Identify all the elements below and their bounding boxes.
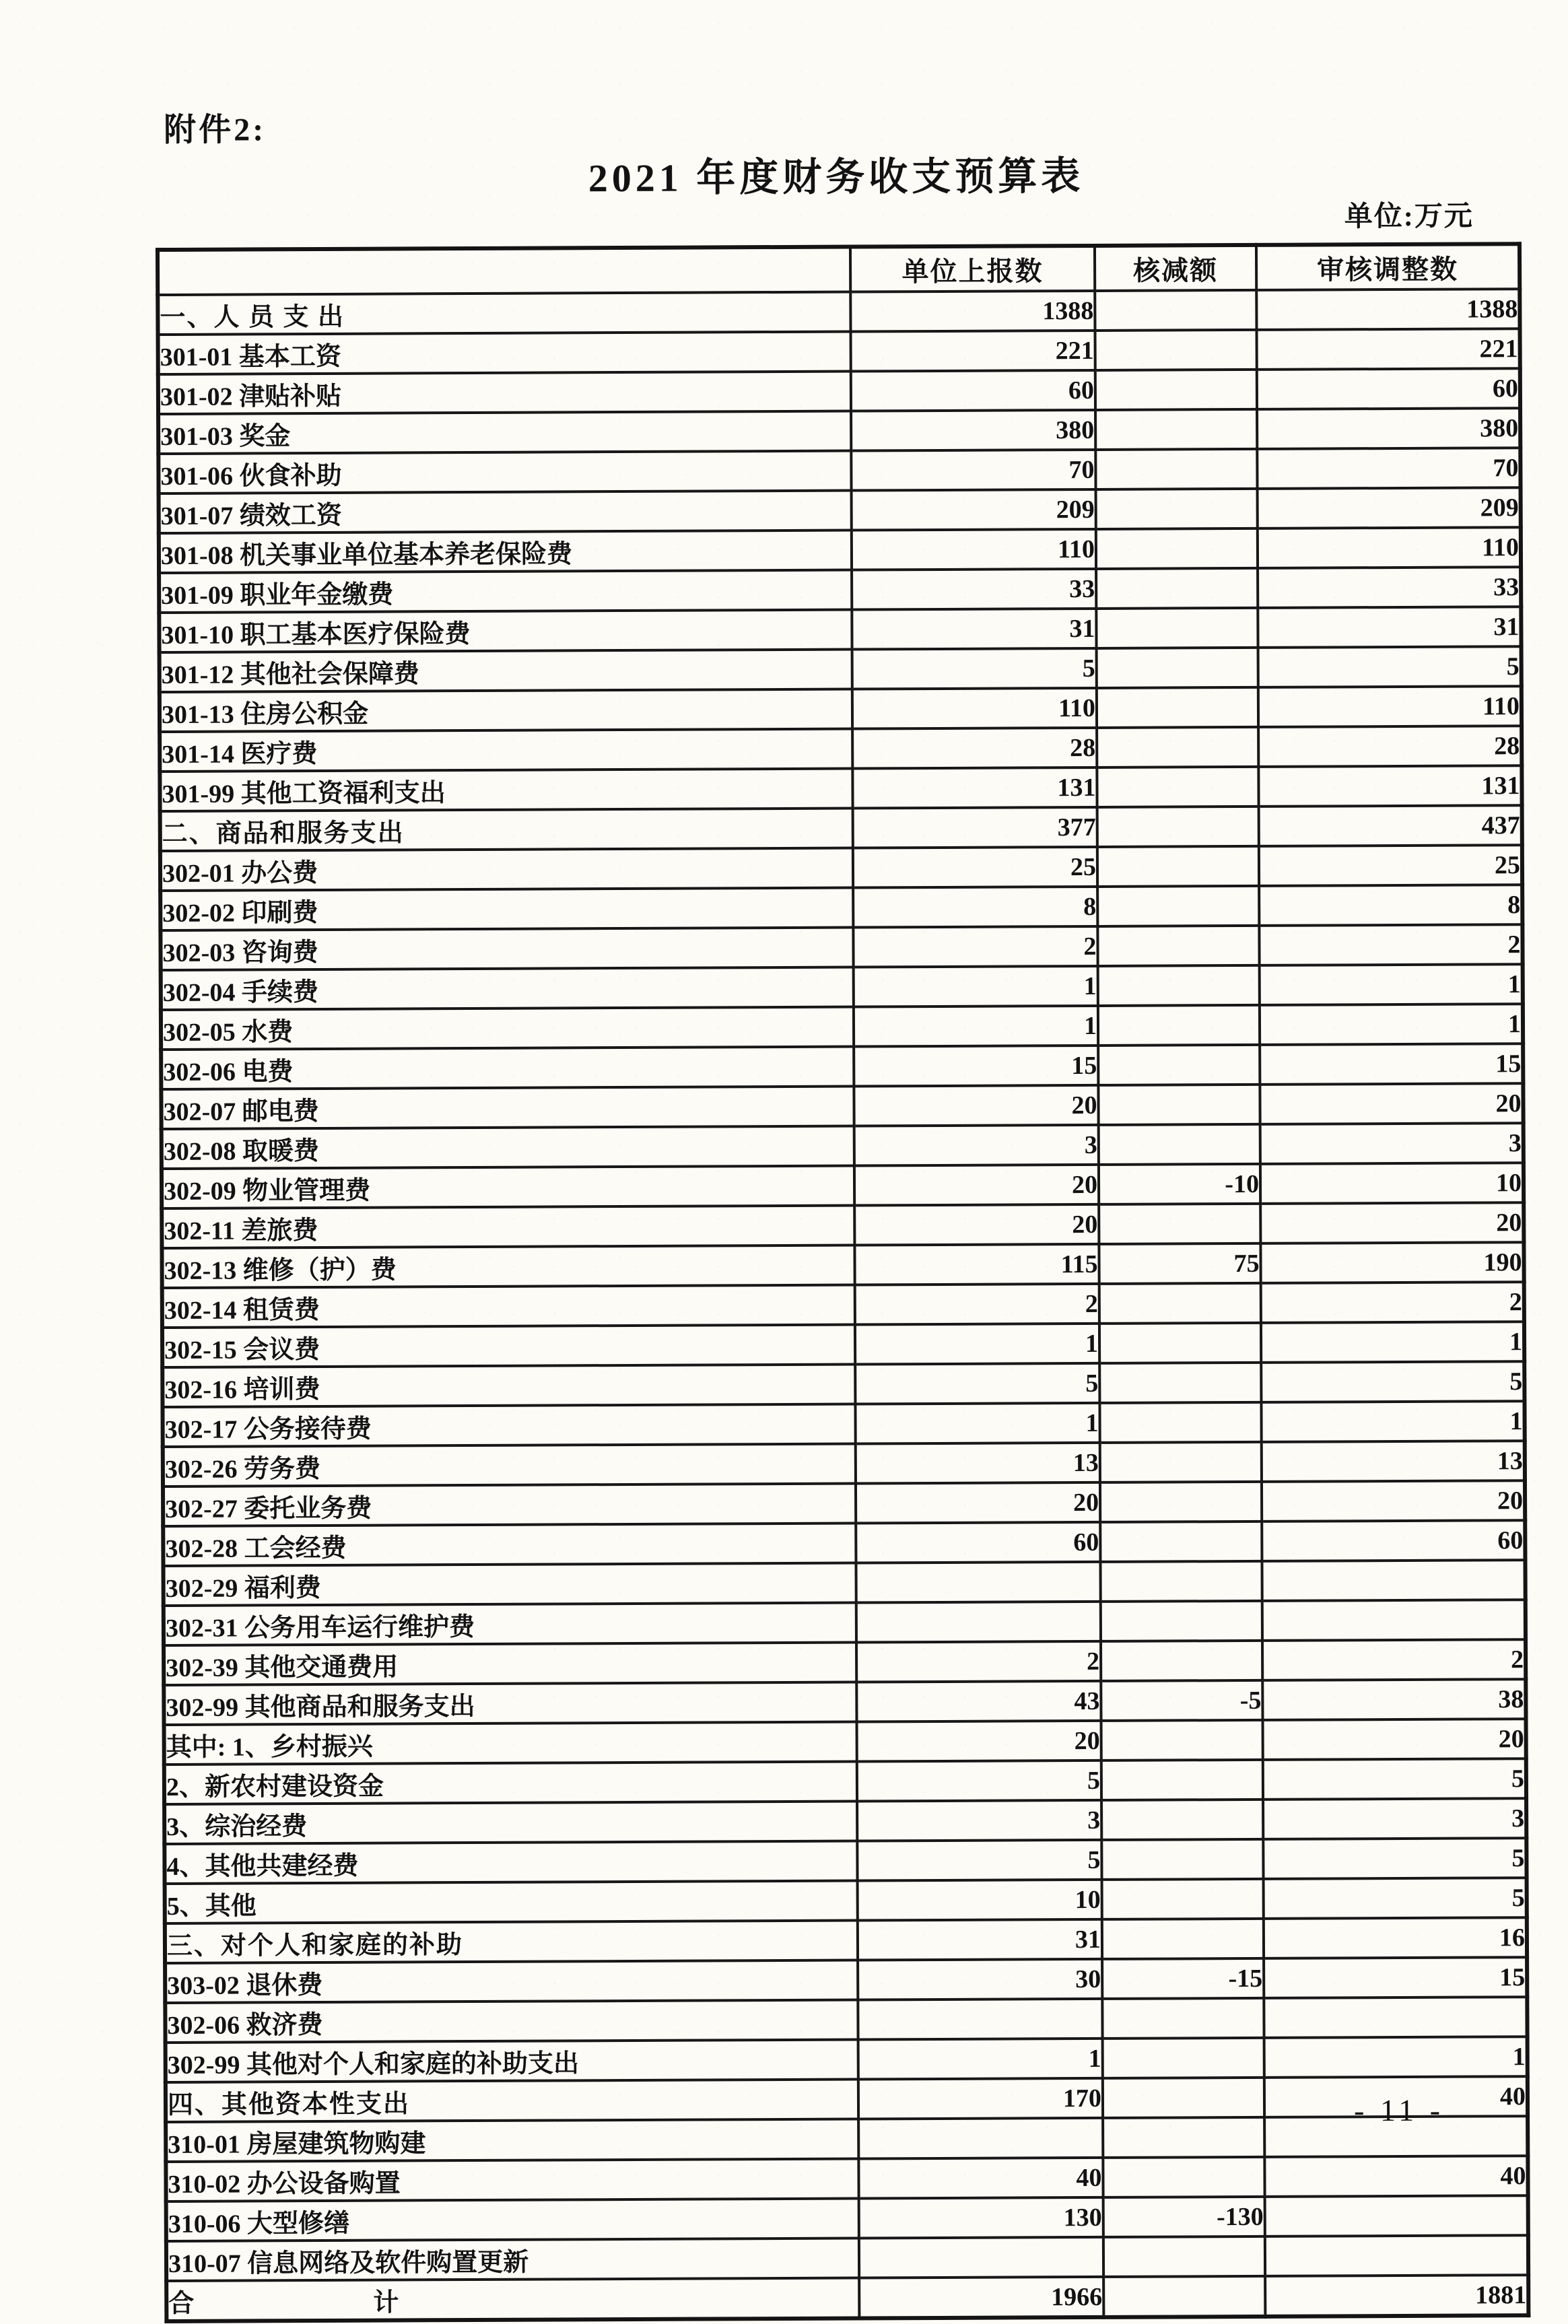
table-row [158, 408, 1520, 454]
cell-reported: 8 [853, 887, 1097, 928]
cell-reported: 15 [854, 1046, 1098, 1087]
cell-adjusted: 5 [1264, 1878, 1527, 1919]
cell-reported: 31 [858, 1919, 1102, 1960]
table-row [158, 448, 1520, 493]
cell-adjusted: 1 [1260, 964, 1523, 1005]
cell-adjusted: 437 [1259, 805, 1522, 846]
cell-reduction [1100, 1482, 1262, 1522]
row-label: 310-07 信息网络及软件购置更新 [166, 2238, 859, 2281]
cell-adjusted: 5 [1258, 646, 1522, 687]
cell-reported: 221 [851, 331, 1095, 372]
cell-reduction [1098, 1085, 1260, 1125]
table-row [166, 2156, 1528, 2201]
table-row [160, 924, 1522, 970]
cell-reported: 1 [858, 2039, 1103, 2080]
cell-adjusted: 5 [1261, 1361, 1524, 1402]
row-label: 302-06 救济费 [165, 2000, 858, 2043]
cell-adjusted: 15 [1260, 1044, 1523, 1085]
cell-reduction [1096, 489, 1258, 529]
cell-adjusted: 1388 [1256, 289, 1520, 330]
row-label: 3、综治经费 [164, 1802, 857, 1844]
cell-reported [856, 1602, 1101, 1643]
row-label: 301-06 伙食补助 [158, 451, 851, 493]
table-row [160, 805, 1522, 851]
cell-adjusted [1262, 1560, 1525, 1601]
table-row [164, 1758, 1526, 1804]
cell-adjusted [1265, 2195, 1528, 2236]
col-header-reported: 单位上报数 [850, 246, 1095, 292]
cell-reduction [1097, 926, 1259, 966]
cell-adjusted: 20 [1260, 1202, 1524, 1243]
table-row [165, 1997, 1527, 2043]
cell-adjusted: 16 [1264, 1917, 1527, 1958]
cell-reported: 377 [853, 807, 1097, 848]
table-row [163, 1480, 1525, 1526]
table-row [158, 289, 1520, 335]
cell-adjusted: 1 [1264, 2037, 1528, 2078]
row-label: 5、其他 [165, 1881, 858, 1923]
table-row [160, 845, 1522, 891]
row-label: 其中: 1、乡村振兴 [164, 1722, 857, 1765]
cell-reported [859, 2237, 1103, 2278]
row-label: 302-03 咨询费 [160, 928, 853, 970]
row-label: 四、其他资本性支出 [166, 2080, 858, 2122]
cell-adjusted: 380 [1257, 408, 1520, 449]
table-row [164, 1679, 1526, 1725]
cell-reduction [1097, 886, 1259, 926]
cell-reported: 2 [853, 926, 1097, 967]
table-row [160, 885, 1522, 930]
col-header-item [158, 247, 850, 295]
page-title: 2021 年度财务收支预算表 [588, 154, 1085, 201]
row-label: 301-10 职工基本医疗保险费 [159, 610, 852, 652]
cell-adjusted: 1 [1261, 1401, 1524, 1442]
cell-adjusted: 15 [1264, 1957, 1527, 1998]
cell-reported: 40 [858, 2158, 1103, 2199]
page-number: - 11 - [1353, 2092, 1445, 2128]
row-label: 301-12 其他社会保障费 [160, 650, 852, 692]
table-row [159, 567, 1521, 613]
table-row [162, 1163, 1524, 1208]
col-header-adjusted: 审核调整数 [1256, 244, 1520, 290]
cell-adjusted: 13 [1262, 1441, 1525, 1482]
budget-table [156, 242, 1530, 2323]
cell-reduction [1099, 1124, 1260, 1165]
cell-reduction [1102, 1998, 1264, 2039]
cell-reported: 3 [854, 1125, 1099, 1166]
row-label: 一、人 员 支 出 [158, 292, 850, 335]
cell-reduction [1103, 2078, 1264, 2118]
table-row [160, 686, 1522, 732]
cell-reported: 13 [856, 1443, 1100, 1484]
cell-reported: 20 [854, 1165, 1099, 1206]
cell-reported: 130 [859, 2197, 1103, 2238]
table-row [162, 1361, 1524, 1407]
table-row [166, 2235, 1528, 2281]
cell-reduction: -10 [1099, 1164, 1260, 1204]
table-row [161, 1044, 1523, 1089]
cell-adjusted: 3 [1260, 1123, 1524, 1164]
row-label: 302-11 差旅费 [162, 1206, 854, 1248]
row-label: 302-31 公务用车运行维护费 [164, 1603, 856, 1645]
cell-reduction [1101, 1641, 1262, 1681]
cell-reduction [1101, 1601, 1262, 1641]
cell-reduction: 75 [1099, 1243, 1260, 1284]
row-label: 302-08 取暖费 [162, 1126, 854, 1169]
row-label: 301-14 医疗费 [160, 729, 852, 772]
cell-adjusted: 3 [1263, 1798, 1526, 1839]
cell-adjusted: 209 [1258, 487, 1521, 528]
row-label: 302-29 福利费 [163, 1563, 856, 1606]
cell-reduction [1103, 2038, 1264, 2078]
table-row [162, 1401, 1524, 1447]
cell-reported: 380 [851, 410, 1095, 451]
cell-reduction [1095, 290, 1256, 331]
table-row [163, 1560, 1525, 1606]
cell-reported [858, 1999, 1102, 2040]
cell-adjusted: 20 [1262, 1480, 1525, 1522]
cell-reduction [1098, 965, 1260, 1006]
cell-reported: 170 [858, 2078, 1103, 2119]
cell-reduction [1099, 1402, 1261, 1443]
row-label: 4、其他共建经费 [164, 1841, 857, 1884]
cell-reduction [1097, 648, 1258, 688]
cell-adjusted: 131 [1258, 765, 1522, 807]
cell-adjusted: 10 [1260, 1163, 1524, 1204]
cell-reported: 20 [854, 1085, 1098, 1126]
table-row [166, 2195, 1528, 2241]
cell-reported: 31 [852, 609, 1096, 650]
cell-reported: 25 [853, 847, 1097, 888]
cell-adjusted: 110 [1258, 527, 1521, 568]
cell-reported: 60 [851, 370, 1095, 411]
row-label: 301-08 机关事业单位基本养老保险费 [159, 531, 852, 573]
cell-reported: 5 [852, 648, 1097, 689]
row-label: 302-05 水费 [161, 1007, 854, 1050]
cell-reduction [1099, 1363, 1261, 1403]
table-row [158, 368, 1520, 414]
cell-adjusted: 1 [1260, 1004, 1523, 1045]
row-label: 303-02 退休费 [165, 1960, 858, 2003]
row-label: 302-16 培训费 [162, 1365, 855, 1407]
unit-label: 单位:万元 [1344, 201, 1474, 233]
row-label: 301-09 职业年金缴费 [159, 570, 852, 613]
table-row [158, 329, 1520, 374]
cell-adjusted: 40 [1264, 2076, 1528, 2117]
cell-adjusted: 2 [1262, 1639, 1526, 1680]
cell-reduction [1097, 807, 1259, 847]
cell-reduction [1101, 1760, 1263, 1800]
row-label: 302-99 其他商品和服务支出 [164, 1682, 856, 1725]
row-label: 302-17 公务接待费 [162, 1404, 855, 1447]
row-label: 302-01 办公费 [160, 848, 853, 891]
cell-adjusted: 60 [1262, 1520, 1525, 1561]
cell-reported: 1 [854, 1006, 1098, 1047]
cell-reduction [1100, 1561, 1262, 1602]
table-row [160, 726, 1522, 772]
cell-reduction [1096, 568, 1258, 609]
cell-reduction [1096, 608, 1258, 648]
cell-adjusted: 2 [1261, 1282, 1524, 1323]
row-label: 302-04 手续费 [161, 967, 854, 1010]
cell-reduction [1095, 449, 1257, 489]
cell-reported: 33 [852, 569, 1096, 610]
cell-reduction [1100, 1522, 1262, 1562]
table-row [162, 1322, 1524, 1367]
row-label: 二、商品和服务支出 [160, 809, 853, 851]
cell-reduction [1099, 1283, 1261, 1324]
row-label: 301-03 奖金 [158, 411, 851, 454]
cell-reduction [1100, 1442, 1262, 1482]
cell-reduction [1102, 1919, 1264, 1959]
cell-reduction [1101, 1720, 1263, 1761]
attachment-label: 附件2: [164, 112, 267, 148]
cell-adjusted: 25 [1259, 845, 1522, 886]
cell-reported: 3 [857, 1800, 1101, 1841]
cell-reported: 2 [855, 1284, 1099, 1325]
table-row [164, 1600, 1526, 1645]
cell-reduction: -5 [1101, 1680, 1262, 1721]
cell-reported: 5 [857, 1840, 1101, 1881]
table-row [159, 487, 1521, 533]
table-row [159, 527, 1521, 573]
cell-reported: 20 [856, 1482, 1100, 1524]
cell-adjusted: 33 [1258, 567, 1521, 608]
cell-reported: 1966 [859, 2277, 1103, 2319]
cell-reported [856, 1562, 1100, 1603]
cell-adjusted: 1881 [1265, 2275, 1528, 2317]
cell-adjusted: 5 [1263, 1758, 1526, 1800]
cell-reported: 30 [858, 1959, 1102, 2000]
cell-reported: 20 [854, 1204, 1099, 1245]
row-label: 310-02 办公设备购置 [166, 2159, 858, 2201]
row-label: 301-13 住房公积金 [160, 689, 852, 732]
table-header-row [158, 244, 1520, 295]
table-row [162, 1242, 1524, 1288]
cell-adjusted [1265, 2235, 1528, 2276]
row-label: 302-28 工会经费 [163, 1524, 856, 1566]
cell-reported: 60 [856, 1522, 1100, 1563]
row-label: 302-15 会议费 [162, 1325, 855, 1367]
cell-reduction [1101, 1839, 1263, 1880]
cell-reduction [1097, 727, 1258, 767]
cell-reported: 70 [851, 450, 1095, 491]
cell-adjusted: 5 [1263, 1838, 1526, 1879]
cell-reported: 1388 [850, 291, 1095, 332]
cell-adjusted: 38 [1262, 1679, 1526, 1720]
row-label: 合 计 [166, 2278, 859, 2321]
row-label: 301-02 津贴补贴 [158, 372, 851, 414]
cell-reported: 43 [856, 1681, 1101, 1722]
table-row [164, 1719, 1526, 1765]
table-row [164, 1838, 1526, 1884]
cell-adjusted: 2 [1259, 924, 1522, 965]
cell-adjusted: 190 [1260, 1242, 1524, 1283]
cell-adjusted: 110 [1258, 686, 1522, 727]
row-label: 310-01 房屋建筑物购建 [166, 2119, 858, 2162]
cell-reduction [1099, 1204, 1260, 1244]
cell-adjusted: 70 [1257, 448, 1520, 489]
cell-reduction: -130 [1103, 2197, 1265, 2237]
cell-reported: 28 [852, 728, 1097, 769]
cell-reported: 5 [855, 1363, 1099, 1404]
table-row [165, 1917, 1527, 1963]
cell-reduction [1098, 1045, 1260, 1085]
cell-reduction [1102, 1879, 1264, 1919]
col-header-reduction: 核减额 [1095, 245, 1256, 291]
cell-reported: 10 [858, 1880, 1102, 1921]
cell-reduction [1095, 370, 1257, 410]
cell-reduction [1099, 1323, 1261, 1363]
row-label: 302-06 电费 [161, 1047, 854, 1089]
row-label: 301-01 基本工资 [158, 332, 851, 374]
cell-adjusted: 31 [1258, 607, 1521, 648]
table-row [162, 1123, 1524, 1169]
cell-reduction [1103, 2276, 1265, 2317]
cell-reported: 5 [857, 1761, 1101, 1802]
row-label: 302-07 邮电费 [161, 1087, 854, 1129]
cell-adjusted: 20 [1260, 1083, 1523, 1124]
table-row [162, 1202, 1524, 1248]
table-row [159, 607, 1521, 652]
cell-reduction [1103, 2236, 1265, 2277]
cell-adjusted: 40 [1264, 2156, 1528, 2197]
table-row [165, 1878, 1527, 1923]
cell-reported: 131 [852, 767, 1097, 809]
cell-reported: 110 [852, 529, 1096, 570]
cell-reported: 20 [857, 1721, 1101, 1762]
cell-reduction [1095, 409, 1257, 450]
row-label: 302-14 租赁费 [162, 1285, 855, 1328]
cell-reported: 209 [852, 489, 1096, 531]
row-label: 301-07 绩效工资 [159, 491, 852, 533]
cell-adjusted: 8 [1259, 885, 1522, 926]
row-label: 302-99 其他对个人和家庭的补助支出 [166, 2040, 858, 2082]
table-row [160, 646, 1522, 692]
cell-adjusted [1262, 1600, 1526, 1641]
cell-reported: 1 [855, 1403, 1099, 1444]
table-row [166, 2275, 1528, 2321]
table-row [162, 1282, 1524, 1328]
row-label: 302-02 印刷费 [160, 888, 853, 930]
cell-reduction [1095, 330, 1257, 370]
cell-adjusted: 28 [1258, 726, 1522, 767]
table-row [164, 1639, 1526, 1685]
cell-reduction [1097, 767, 1258, 807]
cell-reduction [1096, 528, 1258, 569]
row-label: 302-09 物业管理费 [162, 1166, 854, 1208]
table-row [163, 1441, 1525, 1486]
cell-reported: 110 [852, 688, 1097, 729]
cell-adjusted [1264, 1997, 1527, 2038]
table-row [161, 1004, 1523, 1050]
cell-reported: 2 [856, 1641, 1101, 1682]
table-row [160, 765, 1522, 811]
cell-reduction [1101, 1800, 1263, 1840]
table-row [165, 1957, 1527, 2003]
budget-table-body [158, 289, 1528, 2321]
cell-reduction [1103, 2157, 1264, 2197]
table-row [161, 1083, 1523, 1129]
row-label: 三、对个人和家庭的补助 [165, 1921, 858, 1963]
row-label: 301-99 其他工资福利支出 [160, 769, 852, 811]
cell-reported: 115 [854, 1244, 1099, 1285]
table-row [161, 964, 1523, 1010]
cell-adjusted: 221 [1257, 329, 1520, 370]
cell-reduction [1097, 687, 1258, 728]
row-label: 310-06 大型修缮 [166, 2199, 859, 2241]
cell-reduction [1097, 846, 1259, 887]
row-label: 302-26 劳务费 [163, 1444, 856, 1486]
cell-adjusted: 60 [1257, 368, 1520, 409]
cell-reported: 1 [855, 1324, 1099, 1365]
cell-reduction: -15 [1102, 1958, 1264, 1999]
table-row [164, 1798, 1526, 1844]
cell-adjusted: 20 [1263, 1719, 1526, 1760]
table-row [166, 2037, 1528, 2082]
cell-reduction [1103, 2117, 1264, 2158]
table-row [163, 1520, 1525, 1566]
cell-reported: 1 [854, 966, 1098, 1007]
row-label: 302-39 其他交通费用 [164, 1643, 856, 1685]
row-label: 302-13 维修（护）费 [162, 1245, 854, 1288]
row-label: 2、新农村建设资金 [164, 1762, 857, 1804]
cell-reduction [1098, 1005, 1260, 1046]
cell-reported [858, 2118, 1103, 2159]
cell-adjusted: 1 [1261, 1322, 1524, 1363]
row-label: 302-27 委托业务费 [163, 1484, 856, 1526]
